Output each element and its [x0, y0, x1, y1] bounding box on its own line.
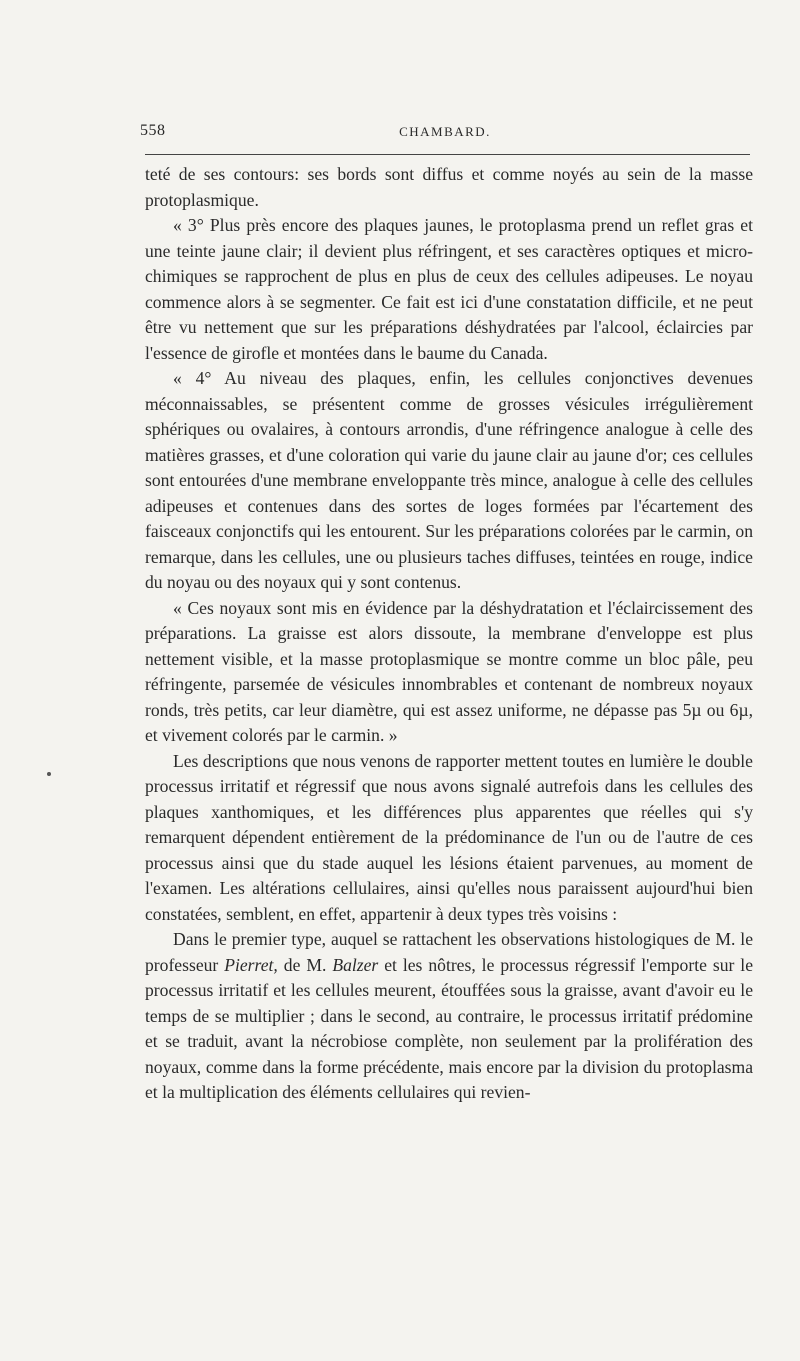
- running-title: CHAMBARD.: [399, 124, 491, 139]
- paragraph-3: « 4° Au niveau des plaques, enfin, les cellules conjonctives devenues méconnaissables, se présentent comme de grosses vésicules irrégulièrement sphériques ou ovalaires, à contours arrondis, d'une réfringence analogue à celle des matières grasses, et d'une coloration qui varie du jaune clair au jaune d'or; ces cellules sont entourées d'une membrane enveloppante très mince, analogue à celle des cellules adipeuses et contenues dans des sortes de loges formées par l'écartement des faisceaux conjonctifs qui les entourent. Sur les préparations colorées par le carmin, on remarque, dans les cellules, une ou plusieurs taches diffuses, teintées en rouge, indice du noyau ou des noyaux qui y sont contenus.: [145, 368, 753, 592]
- paragraph-6: [145, 927, 753, 1106]
- paragraph-6-after: et les nôtres, le processus régressif l'emporte sur le processus irritatif et les cellules meurent, étouffées sous la graisse, avant d'avoir eu le temps de se multiplier ; dans le second, au contraire, le processus irritatif prédomine et se traduit, avant la nécrobiose complète, non seulement par la prolifération des noyaux, comme dans la forme précédente, mais encore par la division du protoplasma et la multiplication des éléments cellulaires qui revien-: [145, 954, 753, 1102]
- paragraph-6-before: Dans le premier type, auquel se rattachent les observations histologiques de M. le professeur: [145, 929, 753, 975]
- author-name-pierret: Pierret,: [224, 954, 278, 975]
- margin-mark: [47, 772, 51, 776]
- page-header: [140, 122, 750, 146]
- paragraph-4: « Ces noyaux sont mis en évidence par la déshydratation et l'éclaircissement des préparations. La graisse est alors dissoute, la membrane d'enveloppe est plus nettement visible, et la masse protoplasmique se montre comme un bloc pâle, peu réfringente, parsemée de vésicules innombrables et contenant de nombreux noyaux ronds, très petits, car leur diamètre, qui est assez uniforme, ne dépasse pas 5µ ou 6µ, et vivement colorés par le carmin. »: [145, 597, 753, 745]
- paragraph-1: teté de ses contours: ses bords sont diffus et comme noyés au sein de la masse protoplasmique.: [145, 164, 753, 210]
- author-name-balzer: Balzer: [332, 954, 379, 975]
- paragraph-6-middle: de M.: [277, 954, 333, 975]
- paragraph-2: « 3° Plus près encore des plaques jaunes, le protoplasma prend un reflet gras et une teinte jaune clair; il devient plus réfringent, et ses caractères optiques et micro-chimiques se rapprochent de plus en plus de ceux des cellules adipeuses. Le noyau commence alors à se segmenter. Ce fait est ici d'une constatation difficile, et ne peut être vu nettement que sur les préparations déshydratées par l'alcool, éclaircies par l'essence de girofle et montées dans le baume du Canada.: [145, 215, 753, 363]
- paragraph-5: Les descriptions que nous venons de rapporter mettent toutes en lumière le double processus irritatif et régressif que nous avons signalé autrefois dans les cellules des plaques xanthomiques, et les différences plus apparentes que réelles qui s'y remarquent dépendent entièrement de la prédominance de l'un ou de l'autre de ces processus ainsi que du stade auquel les lésions étaient parvenues, au moment de l'examen. Les altérations cellulaires, ainsi qu'elles nous paraissent aujourd'hui bien constatées, semblent, en effet, appartenir à deux types très voisins :: [145, 750, 753, 924]
- body-text: [145, 162, 753, 1106]
- header-rule: [145, 154, 750, 155]
- page-number: 558: [140, 122, 166, 139]
